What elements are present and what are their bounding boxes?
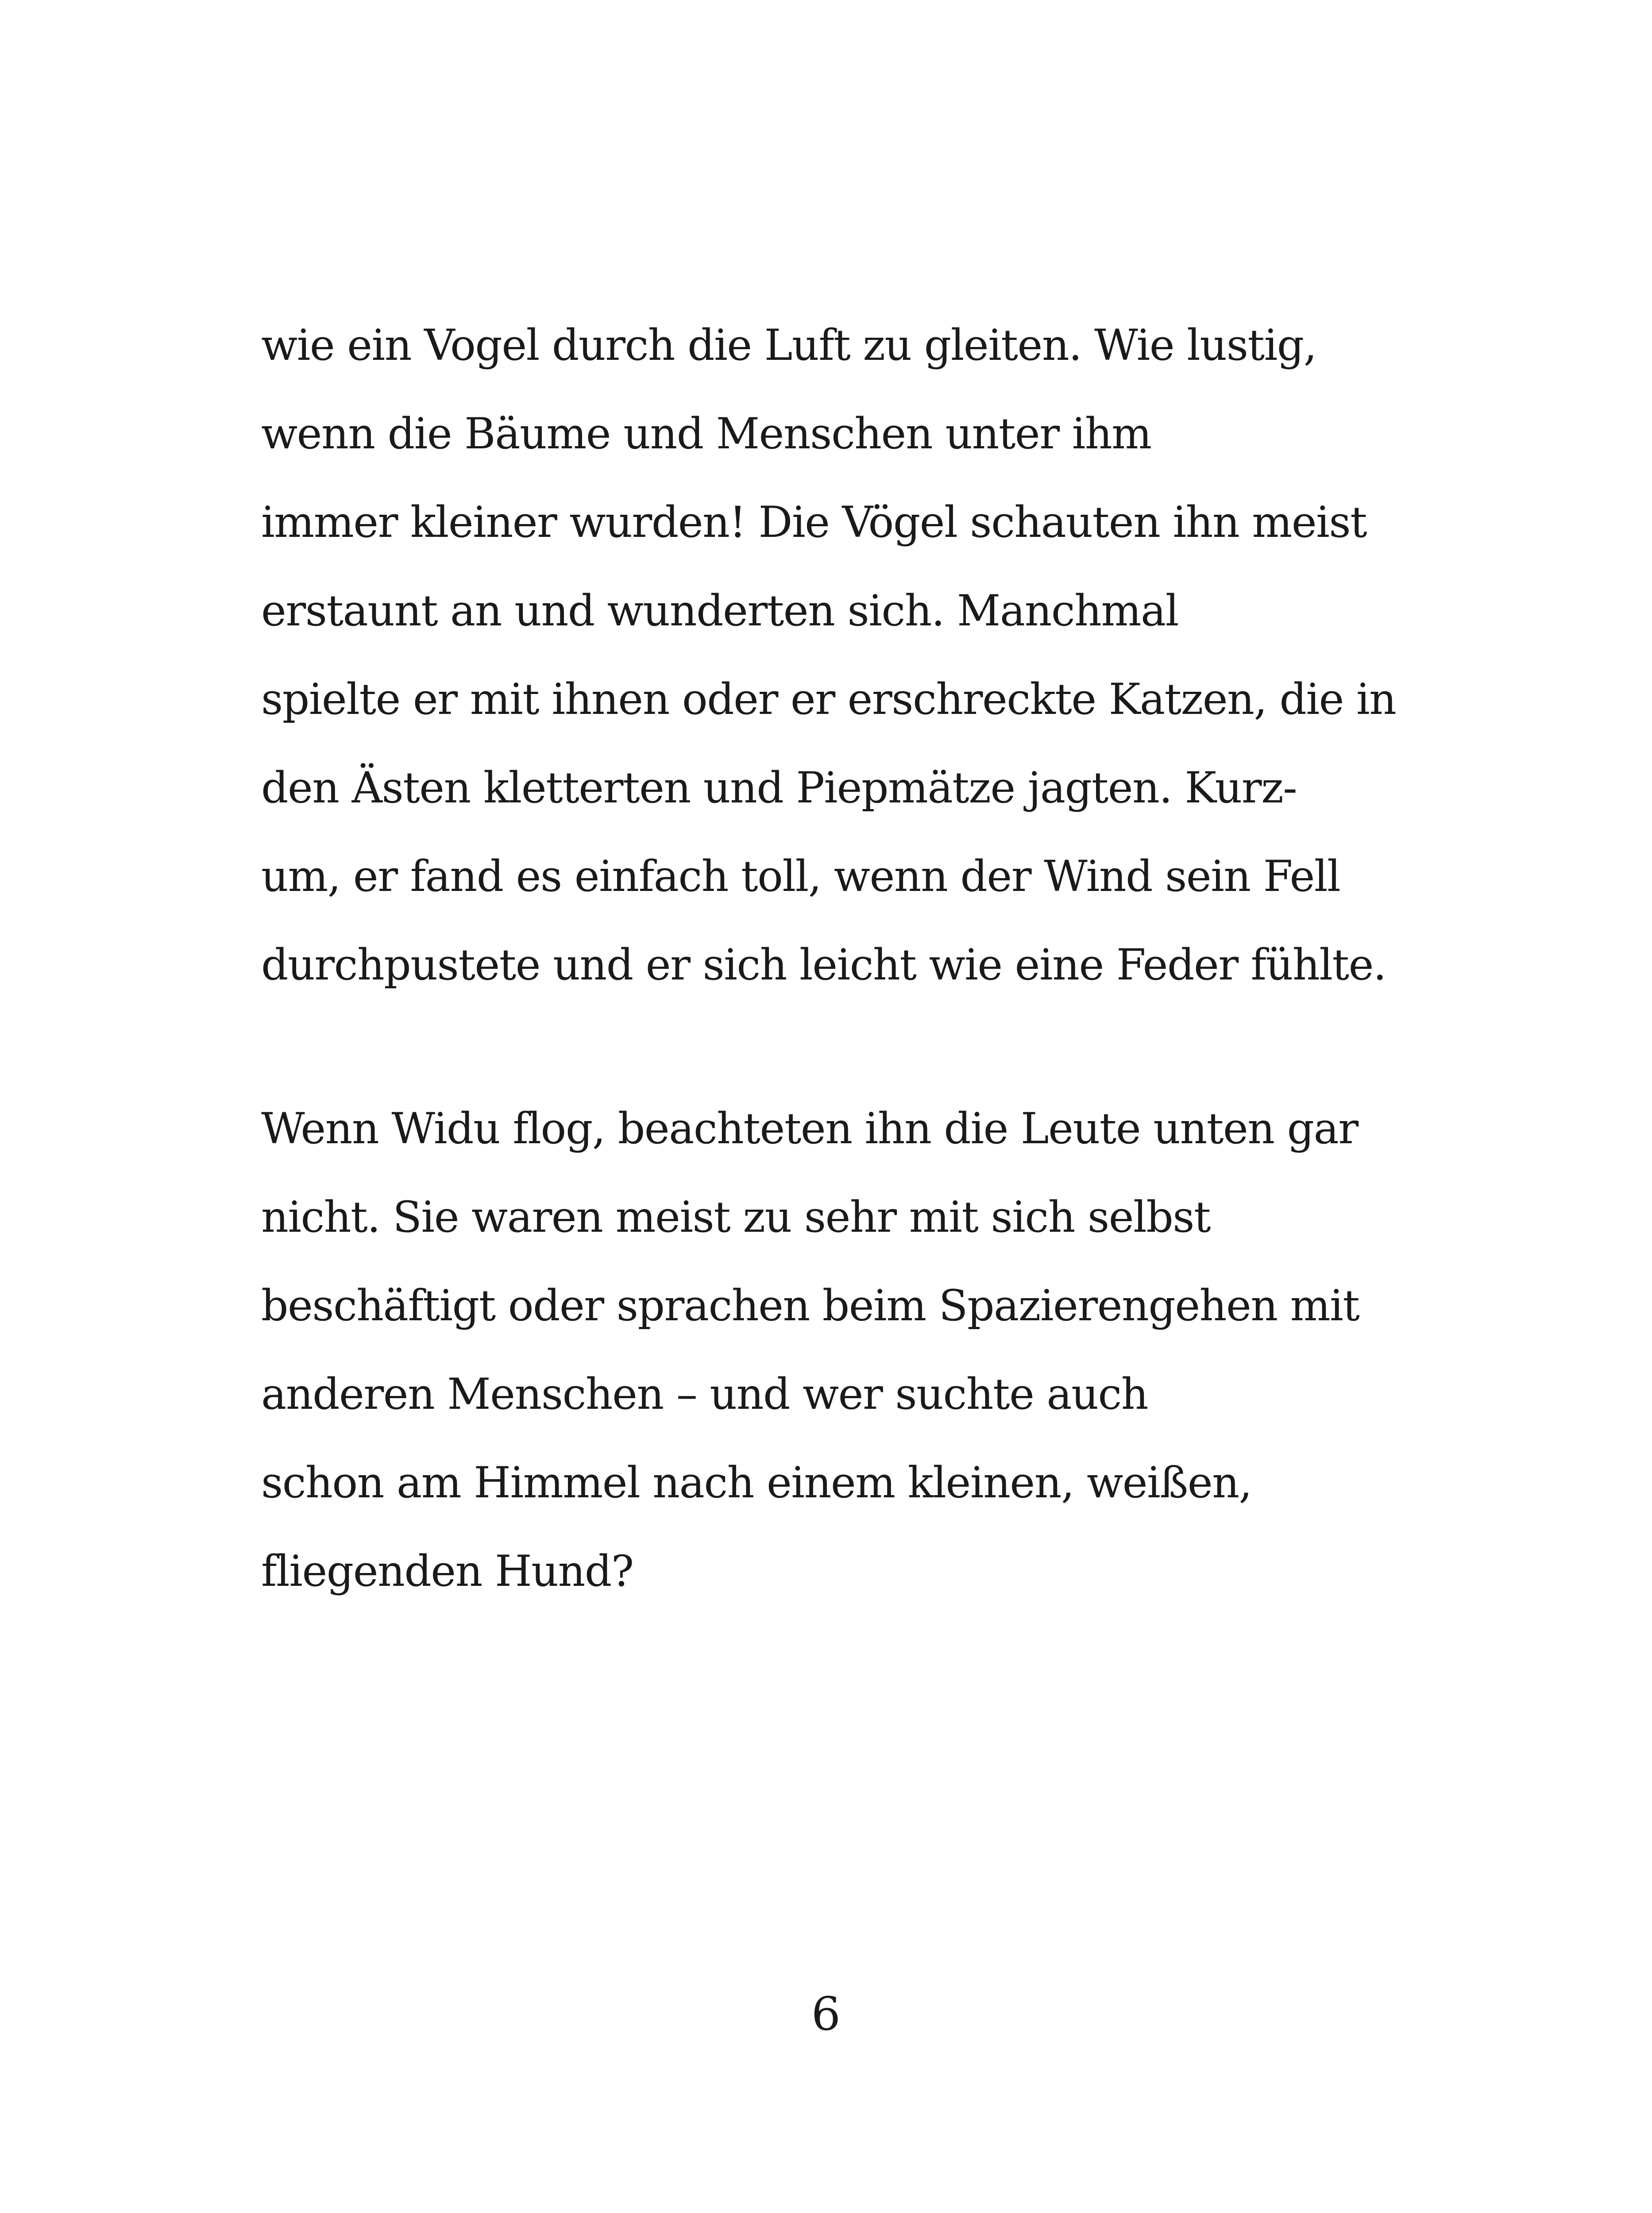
- text-line: schon am Himmel nach einem kleinen, weißen,: [261, 1458, 1252, 1507]
- text-line: den Ästen kletterten und Piepmätze jagten. Kurz-: [261, 763, 1297, 813]
- text-line: durchpustete und er sich leicht wie eine Feder fühlte.: [261, 940, 1386, 990]
- text-line: spielte er mit ihnen oder er erschreckte Katzen, die in: [261, 675, 1396, 724]
- text-line: erstaunt an und wunderten sich. Manchmal: [261, 586, 1178, 636]
- text-line: fliegenden Hund?: [261, 1546, 633, 1596]
- text-line: beschäftigt oder sprachen beim Spazierengehen mit: [261, 1281, 1359, 1330]
- text-line: um, er fand es einfach toll, wenn der Wind sein Fell: [261, 852, 1340, 901]
- paragraph-1: [261, 301, 1456, 1009]
- paragraph-2: [261, 1084, 1456, 1615]
- text-line: immer kleiner wurden! Die Vögel schauten ihn meist: [261, 497, 1367, 547]
- text-line: nicht. Sie waren meist zu sehr mit sich selbst: [261, 1192, 1211, 1242]
- text-line: wenn die Bäume und Menschen unter ihm: [261, 409, 1151, 459]
- page-number: 6: [811, 1987, 841, 2041]
- text-line: anderen Menschen – und wer suchte auch: [261, 1369, 1148, 1419]
- text-line: Wenn Widu flog, beachteten ihn die Leute unten gar: [261, 1104, 1358, 1153]
- text-line: wie ein Vogel durch die Luft zu gleiten. Wie lustig,: [261, 320, 1316, 370]
